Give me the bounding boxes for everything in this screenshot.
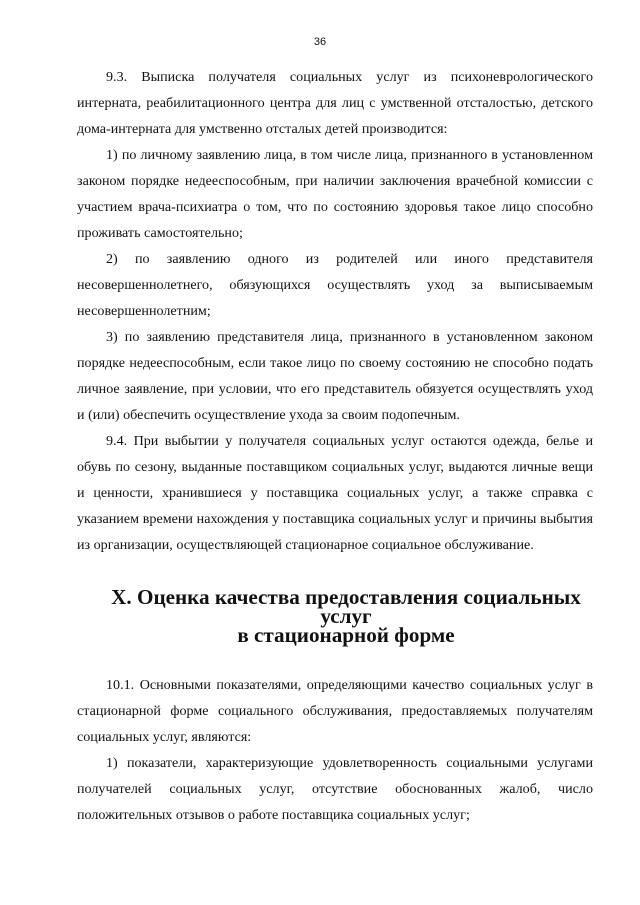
section-heading-line-1: X. Оценка качества предоставления социальных услуг xyxy=(111,585,581,628)
section-heading-line-2: в стационарной форме xyxy=(237,623,455,647)
paragraph-10-1: 10.1. Основными показателями, определяющими качество социальных услуг в стационарной форме социального обслуживания, предоставляемых получателям социальных услуг, являются: xyxy=(77,677,593,745)
section-heading xyxy=(77,585,593,647)
paragraph-9-4: 9.4. При выбытии у получателя социальных услуг остаются одежда, белье и обувь по сезону, выданные поставщиком социальных услуг, выдаются личные вещи и ценности, хранившиеся у поставщика социальных услуг, а также справка с указанием времени нахождения у поставщика социальных услуг и причины выбытия из организации, осуществляющей стационарное социальное обслуживание. xyxy=(77,433,593,553)
paragraph-9-3: 9.3. Выписка получателя социальных услуг из психоневрологического интерната, реабилитационного центра для лиц с умственной отсталостью, детского дома-интерната для умственно отсталых детей производится: xyxy=(77,69,593,137)
list-item-10-1-1: 1) показатели, характеризующие удовлетворенность социальными услугами получателей социальных услуг, отсутствие обоснованных жалоб, число положительных отзывов о работе поставщика социальных услуг; xyxy=(77,755,593,823)
spacer xyxy=(77,645,593,672)
page-number: 36 xyxy=(313,36,327,48)
list-item-9-3-3: 3) по заявлению представителя лица, признанного в установленном законом порядке недееспособным, если такое лицо по своему состоянию не способно подать личное заявление, при условии, что его представитель обязуется осуществлять уход и (или) обеспечить осуществление ухода за своим подопечным. xyxy=(77,329,593,423)
document-body xyxy=(77,64,593,828)
list-item-9-3-1: 1) по личному заявлению лица, в том числе лица, признанного в установленном законом порядке недееспособным, при наличии заключения врачебной комиссии с участием врача-психиатра о том, что по состоянию здоровья такое лицо способно проживать самостоятельно; xyxy=(77,147,593,241)
spacer xyxy=(77,558,593,588)
list-item-9-3-2: 2) по заявлению одного из родителей или иного представителя несовершеннолетнего, обязующихся осуществлять уход за выписываемым несовершеннолетним; xyxy=(77,251,593,319)
